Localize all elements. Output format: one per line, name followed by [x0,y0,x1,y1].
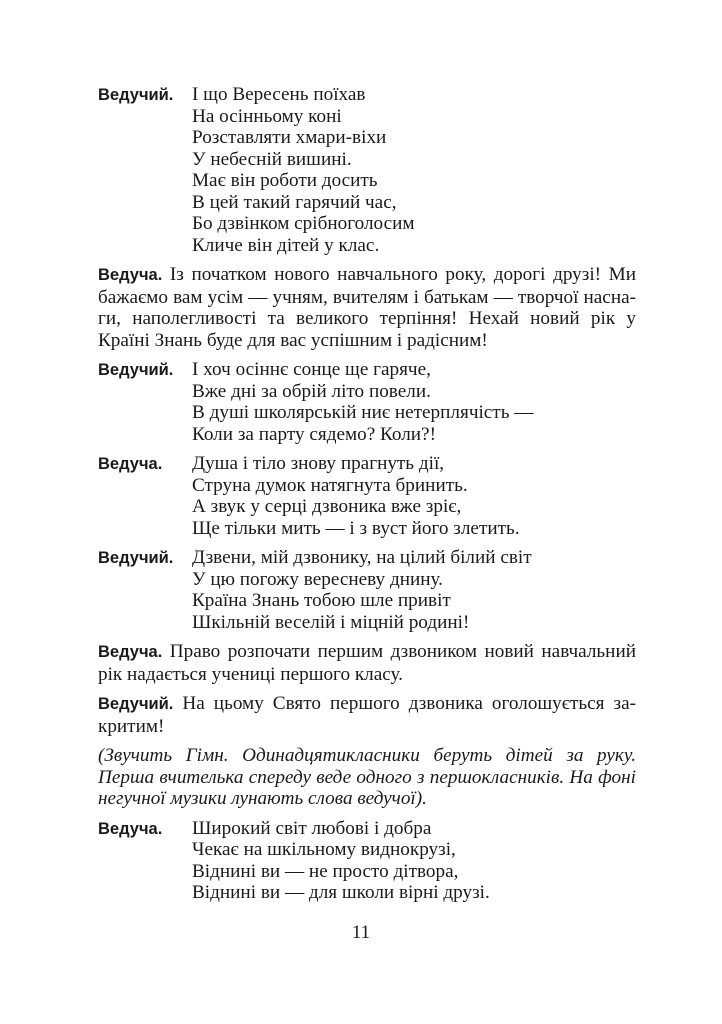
verse-block [98,453,636,539]
verse-line: Широкий світ любові і добра [192,817,432,839]
verse-line: Шкільній веселій і міцній родині! [192,611,470,633]
verse-lines [192,84,636,256]
verse-line: Має він роботи досить [192,170,378,191]
verse-lines [192,818,636,904]
speaker-label: Ведуча. [98,266,163,284]
verse-line: У цю погожу вересневу днину. [192,568,443,590]
paragraph-text: Із початком нового навчального року, дорогі друзі! Ми бажаємо вам усім — учням, вчителям і батькам — творчої наснаги, наполегливості та великого терпіння! Нехай новий рік у Країні Знань буде для вас успішним і радісним! [98,264,636,351]
prose-paragraph [98,641,636,685]
verse-line: Розставляти хмари-віхи [192,127,387,148]
prose-paragraph [98,264,636,351]
page-number: 11 [351,922,371,943]
verse-line: Кличе він дітей у клас. [192,234,380,256]
verse-line: Бо дзвінком срібноголосим [192,213,415,234]
paragraph-text: На цьому Свято першого дзвоника оголошується закритим! [98,693,636,737]
verse-line: В душі школярській ниє нетерплячість — [192,402,534,423]
speaker-label: Ведуча. [98,455,163,473]
verse-line: В цей такий гарячий час, [192,191,397,213]
verse-line: Дзвени, мій дзвонику, на цілий білий світ [192,547,532,568]
verse-line: Душа і тіло знову прагнуть дії, [192,453,445,474]
verse-line: У небесній вишині. [192,148,352,170]
verse-line: Коли за парту сядемо? Коли?! [192,423,436,445]
verse-block [98,547,636,633]
speaker-label: Ведучий. [98,695,174,713]
verse-block [98,359,636,445]
verse-line: Віднині ви — для школи вірні друзі. [192,882,490,903]
prose-paragraph [98,693,636,737]
verse-line: І хоч осіннє сонце ще гаряче, [192,359,431,380]
verse-line: Струна думок натягнута бринить. [192,474,468,496]
verse-line: А звук у серці дзвоника вже зріє, [192,496,462,517]
verse-line: Чекає на шкільному виднокрузі, [192,839,456,860]
verse-lines [192,359,636,445]
speaker-label: Ведучий. [98,549,174,567]
page-content [98,84,636,912]
verse-lines [192,547,636,633]
stage-direction: (Звучить Гімн. Одинадцятикласники беруть дітей за руку. Перша вчителька спереду веде одного з першокласників. На фоні негучної музики лунають слова ведучої). [98,745,636,809]
speaker-label: Ведучий. [98,86,174,104]
verse-line: На осінньому коні [192,105,342,127]
verse-line: І що Вересень поїхав [192,84,366,105]
paragraph-text: Право розпочати першим дзвоником новий навчальний рік надається учениці першого класу. [98,641,636,685]
verse-line: Ще тільки мить — і з вуст його злетить. [192,517,520,539]
verse-block [98,818,636,904]
speaker-label: Ведуча. [98,643,163,661]
speaker-label: Ведучий. [98,361,174,379]
speaker-label: Ведуча. [98,819,163,838]
verse-line: Вже дні за обрій літо повели. [192,380,431,402]
verse-line: Країна Знань тобою шле привіт [192,590,451,611]
verse-line: Віднині ви — не просто дітвора, [192,860,459,882]
verse-block [98,84,636,256]
verse-lines [192,453,636,539]
